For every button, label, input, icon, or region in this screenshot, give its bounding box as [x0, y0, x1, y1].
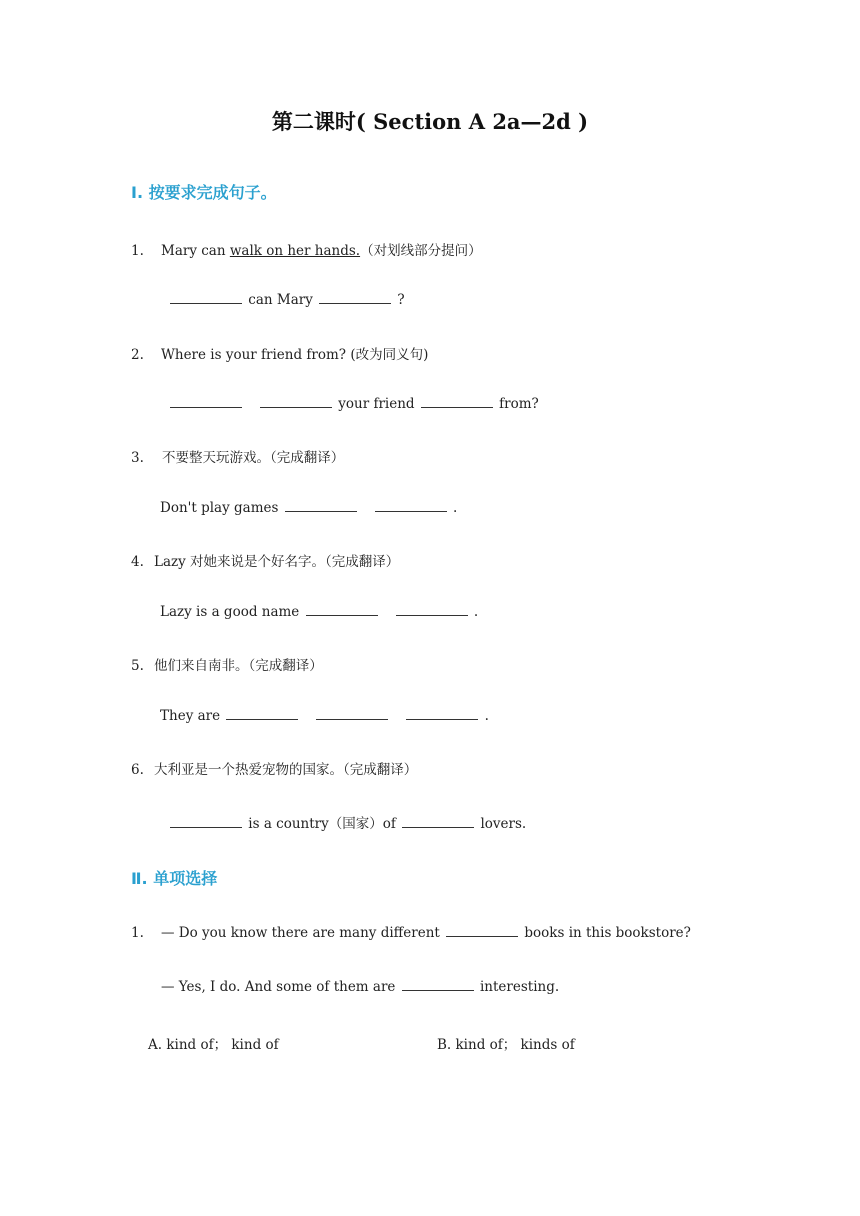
answer-text: can Mary	[244, 292, 318, 308]
answer-text: Don't play games	[160, 500, 283, 516]
answer-line-2	[168, 396, 539, 412]
question-text: Where is your friend from? (改为同义句)	[161, 347, 429, 363]
question-note: （对划线部分提问）	[360, 243, 482, 259]
section-heading-2: Ⅱ. 单项选择	[131, 869, 218, 888]
question-3	[131, 446, 344, 466]
question-text: — Do you know there are many different	[161, 925, 445, 941]
question-text: Mary can	[161, 243, 230, 259]
question-text: 大利亚是一个热爱宠物的国家。（完成翻译）	[154, 762, 418, 778]
question-number: 6.	[131, 762, 144, 778]
question-text: interesting.	[475, 979, 560, 995]
question-4	[131, 550, 399, 570]
answer-blank[interactable]	[319, 302, 391, 304]
answer-blank[interactable]	[402, 989, 474, 991]
question-text: Lazy 对她来说是个好名字。（完成翻译）	[154, 554, 400, 570]
question-text: 他们来自南非。（完成翻译）	[154, 658, 323, 674]
answer-blank[interactable]	[446, 935, 518, 937]
answer-text: .	[448, 500, 458, 516]
answer-blank[interactable]	[260, 406, 332, 408]
answer-blank[interactable]	[170, 406, 242, 408]
answer-blank[interactable]	[316, 718, 388, 720]
answer-line-3	[160, 500, 457, 516]
mc-question-1-reply	[161, 979, 559, 995]
page-title: 第二课时( Section A 2a—2d )	[271, 109, 589, 134]
answer-line-4	[160, 604, 478, 620]
answer-blank[interactable]	[170, 826, 242, 828]
answer-text: lovers.	[476, 816, 527, 832]
question-number: 1.	[131, 243, 144, 259]
question-6	[131, 758, 417, 778]
answer-text: from?	[494, 396, 539, 412]
question-number: 3.	[131, 450, 144, 466]
answer-text: .	[469, 604, 479, 620]
answer-text: .	[480, 708, 489, 724]
question-number: 5.	[131, 658, 144, 674]
answer-blank[interactable]	[375, 510, 447, 512]
section-heading-1: Ⅰ. 按要求完成句子。	[131, 183, 277, 202]
answer-line-6	[168, 812, 526, 832]
answer-text: ?	[393, 292, 405, 308]
answer-line-5	[160, 708, 489, 724]
question-1	[131, 239, 482, 259]
question-text: books in this bookstore?	[520, 925, 691, 941]
answer-text: your friend	[334, 396, 419, 412]
answer-blank[interactable]	[226, 718, 298, 720]
question-number: 2.	[131, 347, 144, 363]
question-5	[131, 654, 323, 674]
mc-question-1	[131, 925, 691, 941]
option-a[interactable]: A. kind of； kind of	[148, 1037, 279, 1053]
question-number: 4.	[131, 554, 144, 570]
answer-blank[interactable]	[306, 614, 378, 616]
answer-blank[interactable]	[406, 718, 478, 720]
answer-blank[interactable]	[170, 302, 242, 304]
question-text: — Yes, I do. And some of them are	[161, 979, 400, 995]
option-b[interactable]: B. kind of； kinds of	[437, 1037, 575, 1053]
answer-line-1	[168, 292, 405, 308]
answer-blank[interactable]	[421, 406, 493, 408]
question-2	[131, 343, 428, 363]
answer-text: They are	[160, 708, 225, 724]
answer-text: Lazy is a good name	[160, 604, 304, 620]
answer-blank[interactable]	[396, 614, 468, 616]
answer-blank[interactable]	[285, 510, 357, 512]
question-number: 1.	[131, 925, 144, 941]
answer-text: is a country（国家）of	[244, 816, 401, 832]
underlined-phrase: walk on her hands.	[229, 243, 361, 259]
answer-blank[interactable]	[402, 826, 474, 828]
question-text: 不要整天玩游戏。（完成翻译）	[162, 450, 345, 466]
